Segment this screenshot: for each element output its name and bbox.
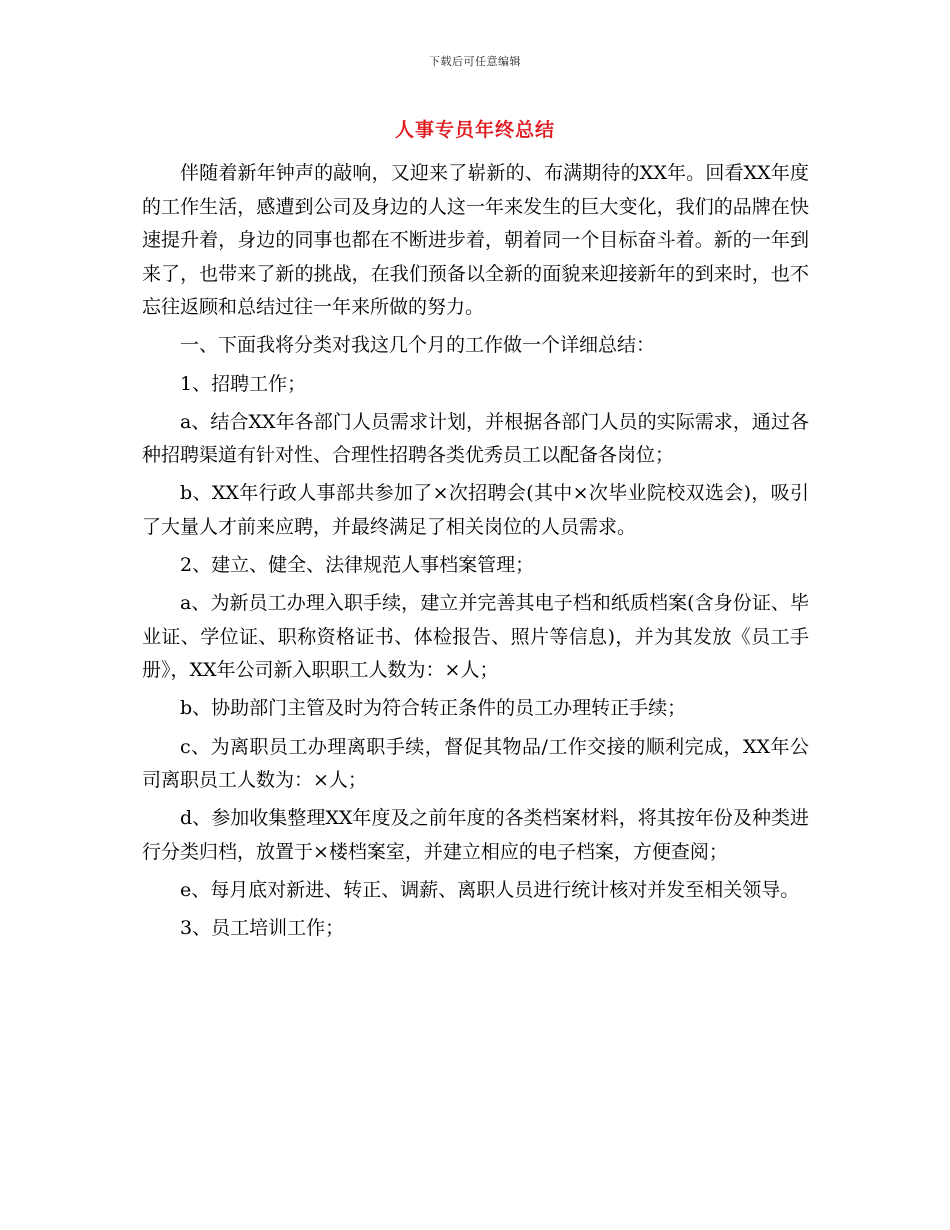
list-item-archives-c: c、为离职员工办理离职手续，督促其物品/工作交接的顺利完成，XX年公司离职员工人数为：×人； [142,735,809,792]
document-title: 人事专员年终总结 [394,119,555,141]
subsection-training: 3、员工培训工作； [180,916,345,939]
list-item-archives-e: e、每月底对新进、转正、调薪、离职人员进行统计核对并发至相关领导。 [180,878,800,901]
list-item-archives-b: b、协助部门主管及时为符合转正条件的员工办理转正手续； [180,697,687,720]
section-heading-summary: 一、下面我将分类对我这几个月的工作做一个详细总结： [180,334,656,357]
list-item-archives-d: d、参加收集整理XX年度及之前年度的各类档案材料，将其按年份及种类进行分类归档，放置于×楼档案室，并建立相应的电子档案，方便查阅； [142,807,809,863]
subsection-recruitment: 1、招聘工作； [180,372,307,395]
subsection-archives: 2、建立、健全、法律规范人事档案管理； [180,554,535,577]
page-header-note: 下载后可任意编辑 [429,55,521,68]
list-item-recruitment-a: a、结合XX年各部门人员需求计划，并根据各部门人员的实际需求，通过各种招聘渠道有针对性、合理性招聘各类优秀员工以配备各岗位； [142,410,809,467]
list-item-archives-a: a、为新员工办理入职手续，建立并完善其电子档和纸质档案(含身份证、毕业证、学位证、职称资格证书、体检报告、照片等信息)，并为其发放《员工手册》，XX年公司新入职职工人数为：×人； [142,592,809,682]
document-body [142,157,809,950]
paragraph-intro: 伴随着新年钟声的敲响，又迎来了崭新的、布满期待的XX年。回看XX年度的工作生活，感遭到公司及身边的人这一年来发生的巨大变化，我们的品牌在快速提升着，身边的同事也都在不断进步着，朝着同一个目标奋斗着。新的一年到来了，也带来了新的挑战，在我们预备以全新的面貌来迎接新年的到来时，也不忘往返顾和总结过往一年来所做的努力。 [142,162,809,319]
list-item-recruitment-b: b、XX年行政人事部共参加了×次招聘会(其中×次毕业院校双选会)，吸引了大量人才前来应聘，并最终满足了相关岗位的人员需求。 [142,482,809,538]
